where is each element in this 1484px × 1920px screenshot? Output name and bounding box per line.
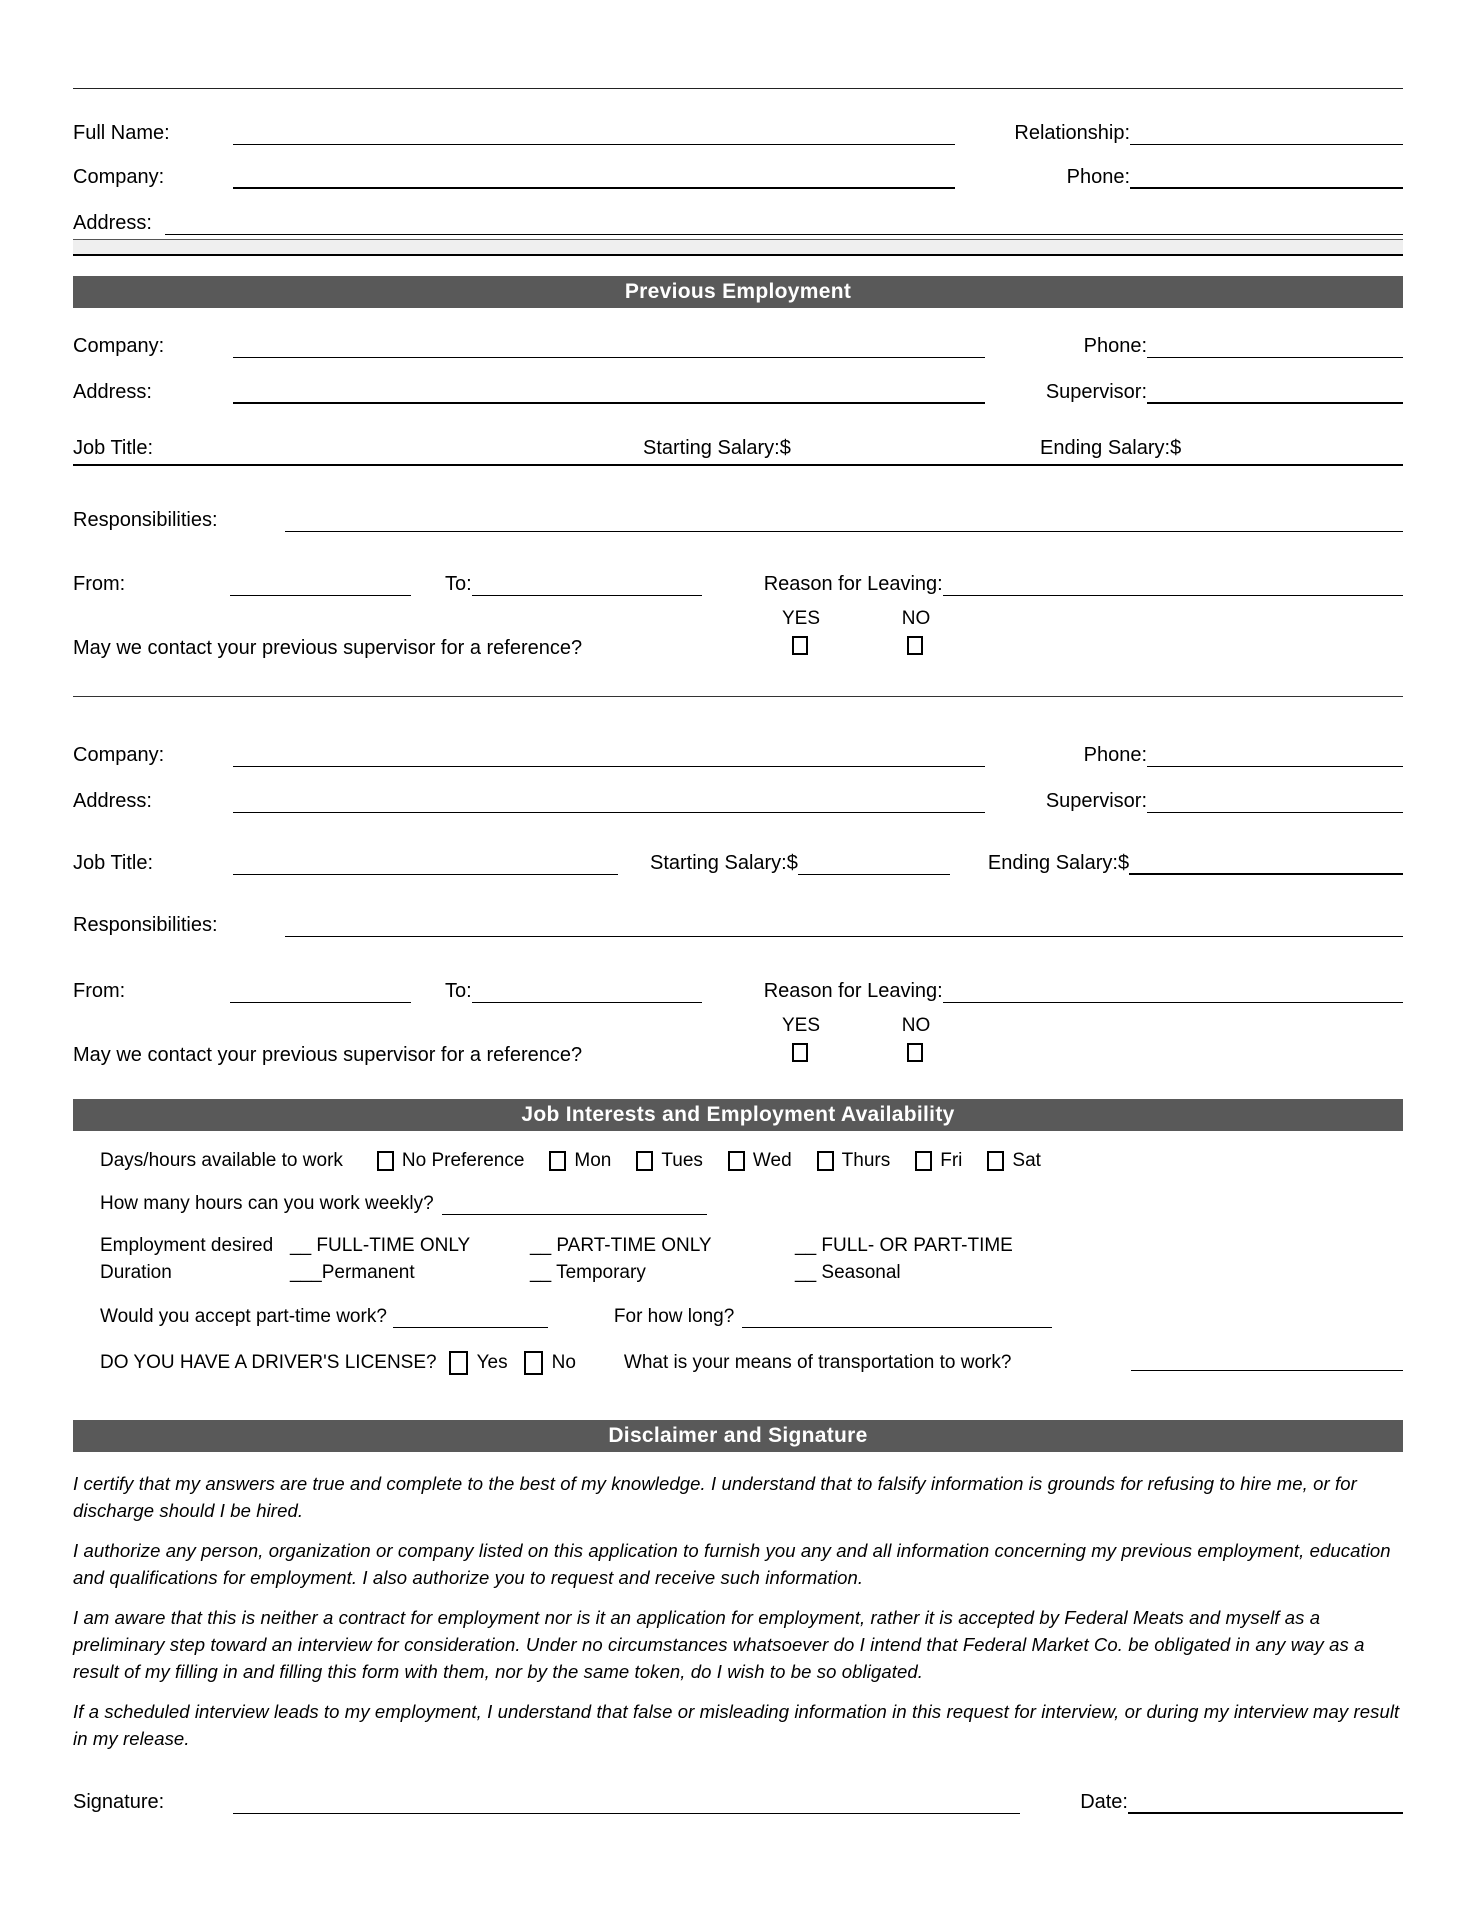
from-input-line[interactable] (230, 1002, 411, 1003)
phone-input-line[interactable] (1147, 766, 1403, 767)
date-input-line[interactable] (1128, 1812, 1403, 1814)
hours-weekly-row (100, 1189, 1403, 1215)
day-option-thurs (817, 1150, 891, 1172)
from-input-line[interactable] (230, 595, 411, 596)
starting-salary-label: Starting Salary:$ (643, 437, 791, 459)
responsibilities-row (73, 492, 1403, 532)
day-option-tues (636, 1150, 703, 1172)
day-option-label: Thurs (841, 1150, 891, 1171)
duration-label: Duration (100, 1262, 172, 1283)
days-available-row (100, 1149, 1403, 1173)
from-label: From: (73, 980, 126, 1002)
day-option-sat (987, 1150, 1041, 1172)
sat-checkbox[interactable] (987, 1151, 1004, 1171)
license-yes-label: Yes (476, 1352, 508, 1373)
phone-label: Phone: (1066, 166, 1130, 188)
contact-question-label: May we contact your previous supervisor for a reference? (73, 637, 583, 659)
reason-input-line[interactable] (943, 1002, 1403, 1003)
company-input-line[interactable] (233, 187, 955, 189)
part-time-row (100, 1302, 1403, 1328)
yes-label: YES (781, 1015, 821, 1036)
employment-block-1 (73, 322, 1403, 666)
supervisor-label: Supervisor: (1045, 790, 1147, 812)
ending-salary-label: Ending Salary:$ (1040, 437, 1182, 459)
signature-label: Signature: (73, 1791, 165, 1813)
company-input-line[interactable] (233, 766, 985, 767)
drivers-license-question-label: DO YOU HAVE A DRIVER'S LICENSE? (100, 1352, 437, 1373)
reference-row-2 (73, 147, 1403, 189)
to-input-line[interactable] (472, 595, 702, 596)
contact-supervisor-row (73, 1015, 1403, 1073)
job-title-row (73, 835, 1403, 875)
company-label: Company: (73, 335, 165, 357)
employment-desired-grid (100, 1235, 1403, 1284)
top-divider (73, 88, 1403, 89)
day-option-label: Tues (661, 1150, 703, 1171)
transportation-input-line[interactable] (1131, 1370, 1403, 1371)
company-row (73, 322, 1403, 358)
responsibilities-input-line[interactable] (285, 936, 1403, 937)
reason-for-leaving-label: Reason for Leaving: (763, 980, 943, 1002)
day-option-label: No Preference (401, 1150, 525, 1171)
disclaimer-paragraph: I certify that my answers are true and complete to the best of my knowledge. I understand that to falsify information is grounds for refusing to hire me, or for discharge should I be hired. (73, 1473, 1357, 1521)
section-header-disclaimer: Disclaimer and Signature (73, 1420, 1403, 1452)
day-option-label: Sat (1012, 1150, 1041, 1171)
disclaimer-paragraph: If a scheduled interview leads to my employment, I understand that false or misleading information in this request for interview, or during my interview may result in my release. (73, 1701, 1400, 1749)
reason-for-leaving-label: Reason for Leaving: (763, 573, 943, 595)
contact-yes-checkbox[interactable] (792, 1043, 808, 1062)
day-option-label: Wed (752, 1150, 792, 1171)
disclaimer-paragraph: I authorize any person, organization or company listed on this application to furnish you any and all information concerning my previous employment, education and qualifications for employment. I also authorize you to request and receive such information. (73, 1540, 1391, 1588)
relationship-label: Relationship: (1014, 122, 1130, 144)
wed-checkbox[interactable] (728, 1151, 745, 1171)
contact-supervisor-row (73, 608, 1403, 666)
hours-weekly-label: How many hours can you work weekly? (100, 1193, 434, 1214)
responsibilities-label: Responsibilities: (73, 914, 218, 936)
ending-salary-label: Ending Salary:$ (987, 852, 1130, 874)
section-header-previous-employment: Previous Employment (73, 276, 1403, 308)
phone-input-line[interactable] (1147, 357, 1403, 358)
address-row (73, 368, 1403, 404)
option-seasonal[interactable]: __ Seasonal (795, 1262, 901, 1283)
supervisor-label: Supervisor: (1045, 381, 1147, 403)
reference-row-3 (73, 191, 1403, 235)
license-yes-checkbox[interactable] (449, 1351, 468, 1375)
responsibilities-label: Responsibilities: (73, 509, 218, 531)
employment-desired-label: Employment desired (100, 1235, 274, 1256)
responsibilities-row (73, 897, 1403, 937)
license-no-label: No (551, 1352, 576, 1373)
license-no-checkbox[interactable] (524, 1351, 543, 1375)
fri-checkbox[interactable] (915, 1151, 932, 1171)
job-interests-section (73, 1149, 1403, 1378)
shaded-row (73, 239, 1403, 256)
phone-input-line[interactable] (1130, 187, 1403, 189)
address-input-line[interactable] (165, 234, 1403, 235)
company-label: Company: (73, 744, 165, 766)
transportation-question-label: What is your means of transportation to work? (623, 1352, 1012, 1373)
to-label: To: (445, 573, 472, 595)
days-available-label: Days/hours available to work (100, 1150, 343, 1171)
how-long-input-line[interactable] (742, 1327, 1052, 1328)
company-row (73, 731, 1403, 767)
from-label: From: (73, 573, 126, 595)
address-label: Address: (73, 790, 152, 812)
address-label: Address: (73, 381, 152, 403)
company-label: Company: (73, 166, 165, 188)
supervisor-input-line[interactable] (1147, 812, 1403, 813)
starting-salary-label: Starting Salary:$ (650, 852, 798, 874)
yes-label: YES (781, 608, 821, 629)
address-input-line[interactable] (233, 812, 985, 813)
day-option-wed (728, 1150, 792, 1172)
contact-yes-checkbox[interactable] (792, 636, 808, 655)
mon-checkbox[interactable] (549, 1151, 566, 1171)
option-permanent[interactable]: ___Permanent (290, 1262, 415, 1283)
day-option-label: Fri (940, 1150, 963, 1171)
option-part-time-only[interactable]: __ PART-TIME ONLY (530, 1235, 712, 1256)
no-preference-checkbox[interactable] (377, 1151, 394, 1171)
part-time-input-line[interactable] (393, 1327, 548, 1328)
how-long-label: For how long? (613, 1306, 735, 1327)
job-title-row[interactable] (73, 424, 1403, 466)
address-label: Address: (73, 212, 152, 234)
contact-question-label: May we contact your previous supervisor for a reference? (73, 1044, 583, 1066)
thurs-checkbox[interactable] (817, 1151, 834, 1171)
hours-weekly-input-line[interactable] (442, 1214, 707, 1215)
option-temporary[interactable]: __ Temporary (530, 1262, 646, 1283)
signature-row (73, 1774, 1403, 1814)
day-option-mon (549, 1150, 611, 1172)
drivers-license-row (100, 1348, 1403, 1378)
starting-salary-input-line[interactable] (798, 874, 950, 875)
option-full-or-part-time[interactable]: __ FULL- OR PART-TIME (795, 1235, 1013, 1256)
supervisor-input-line[interactable] (1147, 402, 1403, 404)
job-title-label: Job Title: (73, 437, 154, 459)
no-label: NO (901, 1015, 931, 1036)
responsibilities-input-line[interactable] (285, 531, 1403, 532)
contact-no-checkbox[interactable] (907, 636, 923, 655)
full-name-input-line[interactable] (233, 144, 955, 145)
no-label: NO (901, 608, 931, 629)
relationship-input-line[interactable] (1130, 144, 1403, 145)
section-header-job-interests: Job Interests and Employment Availability (73, 1099, 1403, 1131)
disclaimer-paragraph: I am aware that this is neither a contract for employment nor is it an application for employment, rather it is accepted by Federal Meats and myself as a preliminary step toward an interview for consideration. Under no circumstances whatsoever do I intend that Federal Market Co. be obligated in any way as a result of my filling in and filling this form with them, nor by the same token, do I wish to be so obligated. (73, 1607, 1365, 1682)
full-name-label: Full Name: (73, 122, 170, 144)
address-input-line[interactable] (233, 402, 985, 404)
employment-block-2 (73, 731, 1403, 1073)
ending-salary-input-line[interactable] (1129, 873, 1403, 875)
job-title-label: Job Title: (73, 852, 154, 874)
day-option-label: Mon (574, 1150, 612, 1171)
signature-input-line[interactable] (233, 1813, 1020, 1814)
reference-row-1 (73, 103, 1403, 145)
dates-row (73, 554, 1403, 596)
part-time-question-label: Would you accept part-time work? (100, 1306, 387, 1327)
address-row (73, 777, 1403, 813)
to-label: To: (445, 980, 472, 1002)
phone-label: Phone: (1083, 335, 1147, 357)
day-option-no-preference (377, 1150, 525, 1172)
dates-row (73, 961, 1403, 1003)
date-label: Date: (1080, 1791, 1128, 1813)
contact-no-checkbox[interactable] (907, 1043, 923, 1062)
tues-checkbox[interactable] (636, 1151, 653, 1171)
reason-input-line[interactable] (943, 595, 1403, 596)
phone-label: Phone: (1083, 744, 1147, 766)
day-option-fri (915, 1150, 962, 1172)
company-input-line[interactable] (233, 357, 985, 358)
job-title-input-line[interactable] (233, 874, 618, 875)
to-input-line[interactable] (472, 1002, 702, 1003)
block-divider (73, 696, 1403, 697)
option-full-time-only[interactable]: __ FULL-TIME ONLY (290, 1235, 471, 1256)
